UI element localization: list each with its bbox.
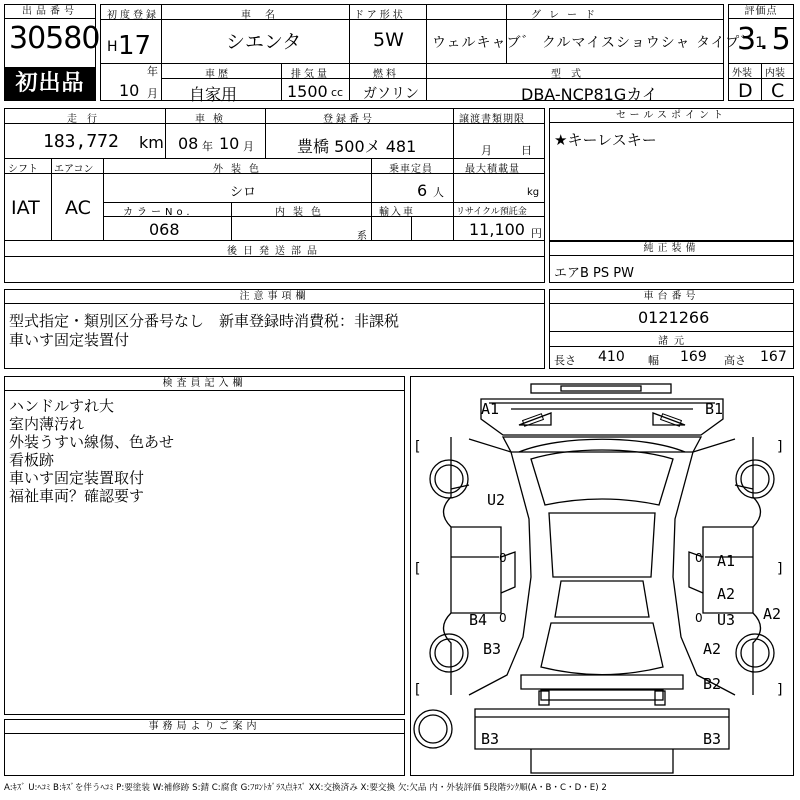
displacement-unit: cc (331, 86, 344, 99)
exterior-label: 外装 (732, 68, 752, 79)
zero-mark-left-1: 0 (499, 551, 507, 565)
reg-year-unit: 年 (147, 65, 158, 78)
genuine-equipment-box (549, 241, 794, 283)
inspector-line-6: 福祉車両？確認要す (9, 487, 145, 505)
model-label: 型式 (551, 69, 591, 80)
mark-b3-bottom-right: B3 (703, 730, 722, 748)
inspector-line-1: ハンドルすれ大 (9, 397, 115, 415)
exterior-grade: D (738, 80, 753, 102)
mileage-unit: km (139, 133, 164, 152)
office-box (4, 719, 405, 776)
inspector-line-3: 外装うすい線傷、色あせ (9, 433, 175, 451)
height-label: 高さ (724, 354, 746, 367)
sales-points-box (549, 108, 794, 241)
mileage: 183,772 (43, 131, 119, 152)
plate: 豊橋 500メ 481 (297, 137, 417, 156)
inspector-line-4: 看板跡 (9, 451, 55, 469)
width: 169 (680, 349, 707, 365)
transfer-day-unit: 日 (521, 144, 532, 157)
car-name: シエンタ (226, 31, 302, 53)
mark-b4-left: B4 (469, 611, 488, 629)
sales-points-label: セールスポイント (550, 109, 793, 123)
inspection-year-unit: 年 (202, 140, 213, 153)
history-label: 車歴 (205, 69, 231, 80)
fuel: ガソリン (363, 86, 419, 102)
mark-b3-left: B3 (483, 640, 502, 658)
later-parts-label: 後日発送部品 (227, 246, 323, 257)
shift-label: シフト (8, 164, 38, 175)
bracket-right-low: ] (777, 682, 783, 698)
office-label: 事務局よりご案内 (5, 720, 404, 734)
mark-a2-right-lower: A2 (703, 640, 722, 658)
door-label: ドア形状 (354, 10, 406, 21)
color-no: 068 (149, 220, 180, 239)
era: H (107, 39, 118, 55)
inspection-month: 10 (219, 134, 240, 153)
vehicle-info (4, 108, 545, 283)
inspector-line-2: 室内薄汚れ (9, 415, 85, 433)
car-name-label: 車名 (241, 10, 289, 21)
zero-mark-right-2: 0 (695, 611, 703, 625)
genuine-equipment-text: エアB PS PW (554, 266, 634, 281)
notes-line-1: 型式指定・類別区分番号なし 新車登録時消費税：非課税 (9, 312, 400, 330)
height: 167 (760, 349, 787, 365)
score-label: 評価点 (729, 5, 793, 19)
length-label: 長さ (554, 354, 576, 367)
chassis-box (549, 289, 794, 369)
capacity-label: 乗車定員 (389, 164, 433, 175)
plate-label: 登録番号 (323, 114, 375, 125)
recycle-unit: 円 (531, 227, 542, 240)
car-diagram-box (410, 376, 794, 776)
genuine-equipment-label: 純正装備 (550, 242, 793, 256)
bracket-right-top: ] (777, 439, 783, 455)
notes-box (4, 289, 545, 369)
color-label: 外装色 (213, 164, 267, 175)
payload-label: 最大積載量 (465, 164, 520, 175)
bracket-right-mid: ] (777, 561, 783, 577)
interior-color-unit: 系 (357, 231, 367, 242)
color-no-label: カラーNo. (123, 207, 194, 218)
car-diagram (411, 377, 793, 775)
score-box (728, 4, 794, 101)
interior-label: 内装 (765, 68, 785, 79)
color: シロ (230, 185, 257, 200)
fuel-label: 燃料 (373, 69, 399, 80)
transfer-label: 譲渡書類期限 (459, 114, 525, 125)
recycle: 11,100 (469, 220, 525, 239)
bracket-left-mid: [ (415, 561, 421, 577)
model: DBA-NCP81Gカイ (521, 85, 658, 104)
capacity-unit: 人 (433, 186, 444, 199)
displacement-label: 排気量 (291, 69, 330, 80)
mark-a1-right: A1 (717, 552, 736, 570)
import-label: 輸入車 (379, 207, 415, 218)
shift: IAT (11, 197, 40, 219)
payload-unit: kg (527, 187, 540, 198)
inspector-box (4, 376, 405, 715)
mark-a2-far-right: A2 (763, 605, 782, 623)
displacement: 1500 (287, 82, 328, 101)
zero-mark-right-1: 0 (695, 551, 703, 565)
grade: ウェルキャブ゛ クルマイスショウシャ タイプ゛1 (432, 35, 766, 51)
inspection-label: 車検 (195, 114, 231, 125)
grade-label: グレード (531, 10, 603, 21)
score: 3.5 (737, 22, 794, 57)
mileage-label: 走行 (67, 114, 107, 125)
sales-points-text: ★キーレスキー (554, 131, 657, 149)
mark-u2-left: U2 (487, 491, 506, 509)
bracket-left-low: [ (415, 682, 421, 698)
inspector-label: 検査員記入欄 (5, 377, 404, 391)
mark-b1-front-right: B1 (705, 400, 724, 418)
recycle-label: リサイクル預託金 (456, 207, 527, 217)
first-reg-label: 初度登録 (107, 10, 159, 21)
interior-grade: C (771, 80, 785, 102)
reg-month-unit: 月 (147, 87, 158, 100)
ac: AC (65, 197, 91, 219)
first-listing-badge: 初出品 (5, 67, 95, 100)
door-type: 5W (373, 29, 404, 51)
notes-line-2: 車いす固定装置付 (9, 331, 130, 349)
ac-label: エアコン (54, 164, 94, 175)
bracket-left-top: [ (415, 439, 421, 455)
length: 410 (598, 349, 625, 365)
history: 自家用 (189, 85, 238, 104)
mark-b3-bottom-left: B3 (481, 730, 500, 748)
mark-b2-right: B2 (703, 675, 722, 693)
mark-a1-front-left: A1 (481, 400, 500, 418)
chassis-number: 0121266 (638, 308, 710, 327)
lot-label: 出品番号 (5, 5, 95, 19)
legend: A:ｷｽﾞ U:ﾍｺﾐ B:ｷｽﾞを伴うﾍｺﾐ P:要塗装 W:補修跡 S:錆 C:腐食 G:ﾌﾛﾝﾄｶﾞﾗｽ点ｷｽﾞ XX:交換済み X:要交換 欠:欠品 内・外装評価 5段階ﾗﾝｸ順(A・B・C・D・E) 2 (4, 783, 607, 793)
lot-box (4, 4, 100, 101)
dims-label: 諸元 (658, 336, 690, 347)
reg-year: 17 (118, 31, 152, 61)
mark-u3-right: U3 (717, 611, 736, 629)
zero-mark-left-2: 0 (499, 611, 507, 625)
width-label: 幅 (648, 354, 659, 367)
interior-color-label: 内装色 (275, 207, 329, 218)
notes-label: 注意事項欄 (5, 290, 544, 304)
inspection-month-unit: 月 (243, 140, 254, 153)
capacity: 6 (417, 181, 428, 200)
chassis-label: 車台番号 (550, 290, 793, 304)
mark-a2-right: A2 (717, 585, 736, 603)
lot-number: 30580 (9, 21, 100, 56)
inspector-line-5: 車いす固定装置取付 (9, 469, 145, 487)
inspection-year: 08 (178, 134, 199, 153)
transfer-month-unit: 月 (481, 144, 492, 157)
reg-month: 10 (119, 81, 140, 100)
